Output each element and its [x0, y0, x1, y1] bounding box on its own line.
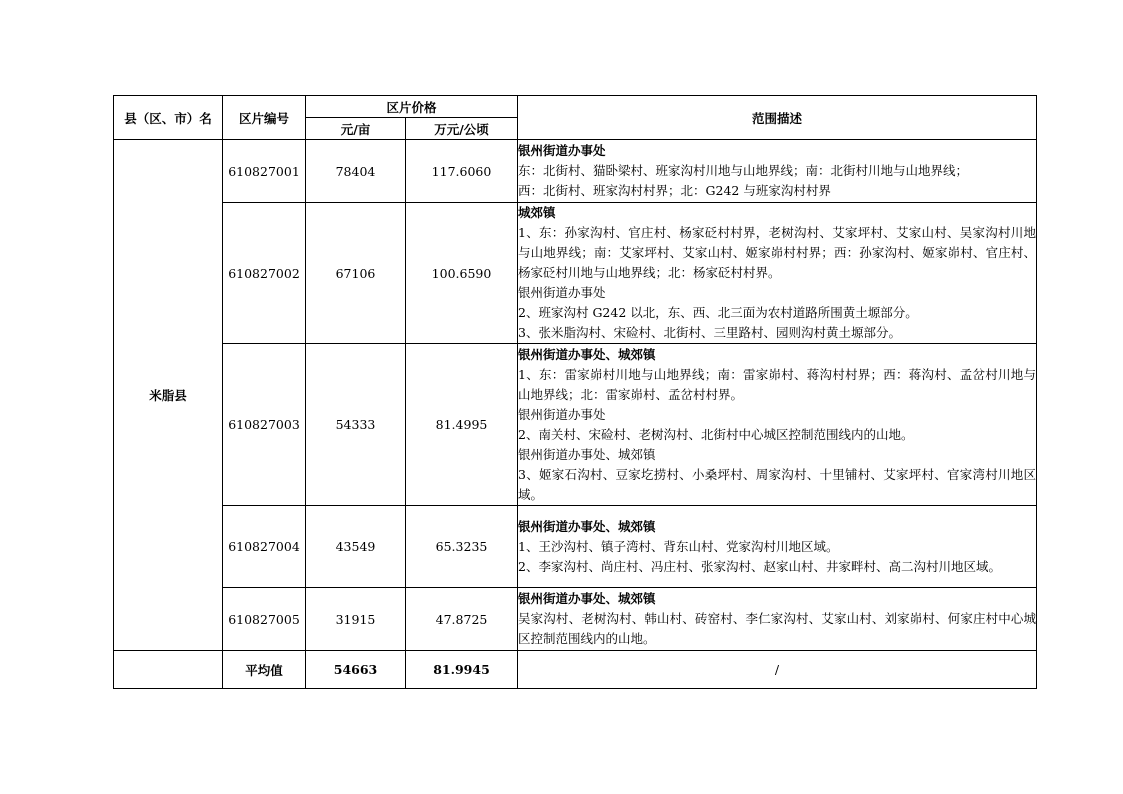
price-wan-ha: 100.6590 — [406, 203, 518, 344]
description-heading: 银州街道办事处 — [518, 143, 606, 158]
zone-code: 610827002 — [223, 203, 306, 344]
average-label: 平均值 — [223, 651, 306, 689]
description-heading: 银州街道办事处、城郊镇 — [518, 346, 656, 362]
price-yuan-mu: 67106 — [306, 203, 406, 344]
description-line: 3、张米脂沟村、宋硷村、北街村、三里路村、园则沟村黄土塬部分。 — [518, 325, 901, 340]
price-wan-ha: 65.3235 — [406, 506, 518, 588]
range-description — [518, 588, 1037, 651]
price-yuan-mu: 31915 — [306, 588, 406, 651]
description-line: 2、南关村、宋硷村、老树沟村、北街村中心城区控制范围线内的山地。 — [518, 426, 914, 442]
average-description: / — [518, 651, 1037, 689]
header-price-ha: 万元/公顷 — [406, 118, 518, 140]
price-yuan-mu: 43549 — [306, 506, 406, 588]
table-row — [114, 588, 1037, 651]
description-heading: 城郊镇 — [518, 205, 556, 220]
header-price-mu: 元/亩 — [306, 118, 406, 140]
description-line: 2、李家沟村、尚庄村、冯庄村、张家沟村、赵家山村、井家畔村、高二沟村川地区域。 — [518, 558, 1001, 574]
description-line: 1、王沙沟村、镇子湾村、背东山村、党家沟村川地区域。 — [518, 538, 839, 554]
description-line: 银州街道办事处、城郊镇 — [518, 446, 656, 462]
description-line: 东：北街村、猫卧梁村、班家沟村川地与山地界线；南：北街村川地与山地界线； — [518, 163, 969, 178]
table-row — [114, 506, 1037, 588]
average-row — [114, 651, 1037, 689]
price-wan-ha: 47.8725 — [406, 588, 518, 651]
header-county: 县（区、市）名 — [114, 96, 223, 140]
zone-code: 610827005 — [223, 588, 306, 651]
zone-code: 610827004 — [223, 506, 306, 588]
header-description: 范围描述 — [518, 96, 1037, 140]
average-yuan-mu: 54663 — [306, 651, 406, 689]
header-price: 区片价格 — [306, 96, 518, 118]
price-wan-ha: 117.6060 — [406, 140, 518, 203]
range-description — [518, 140, 1037, 203]
county-name: 米脂县 — [114, 140, 223, 651]
land-price-table — [113, 95, 1037, 689]
description-line: 1、东：孙家沟村、官庄村、杨家砭村村界，老树沟村、艾家坪村、艾家山村、吴家沟村川地与山地界线；南：艾家坪村、艾家山村、姬家峁村村界；西：孙家沟村、姬家峁村、官庄村、杨家砭村川地与山地界线；北：杨家砭村村界。 — [518, 225, 1037, 280]
range-description — [518, 203, 1037, 344]
description-line: 西：北街村、班家沟村村界；北：G242 与班家沟村村界 — [518, 183, 831, 198]
zone-code: 610827001 — [223, 140, 306, 203]
description-line: 1、东：雷家峁村川地与山地界线；南：雷家峁村、蒋沟村村界；西：蒋沟村、孟岔村川地与山地界线；北：雷家峁村、孟岔村村界。 — [518, 366, 1037, 402]
table-row — [114, 140, 1037, 203]
description-heading: 银州街道办事处、城郊镇 — [518, 591, 656, 606]
range-description — [518, 344, 1037, 506]
zone-code: 610827003 — [223, 344, 306, 506]
header-zone-code: 区片编号 — [223, 96, 306, 140]
description-line: 银州街道办事处 — [518, 406, 606, 422]
average-wan-ha: 81.9945 — [406, 651, 518, 689]
description-line: 2、班家沟村 G242 以北，东、西、北三面为农村道路所围黄土塬部分。 — [518, 305, 918, 320]
price-wan-ha: 81.4995 — [406, 344, 518, 506]
range-description — [518, 506, 1037, 588]
description-line: 吴家沟村、老树沟村、韩山村、砖窑村、李仁家沟村、艾家山村、刘家峁村、何家庄村中心城区控制范围线内的山地。 — [518, 611, 1037, 646]
description-line: 银州街道办事处 — [518, 285, 606, 300]
price-yuan-mu: 54333 — [306, 344, 406, 506]
price-yuan-mu: 78404 — [306, 140, 406, 203]
table-row — [114, 203, 1037, 344]
average-empty-cell — [114, 651, 223, 689]
description-line: 3、姬家石沟村、豆家圪捞村、小桑坪村、周家沟村、十里铺村、艾家坪村、官家湾村川地区域。 — [518, 466, 1037, 502]
table-row — [114, 344, 1037, 506]
description-heading: 银州街道办事处、城郊镇 — [518, 518, 656, 534]
